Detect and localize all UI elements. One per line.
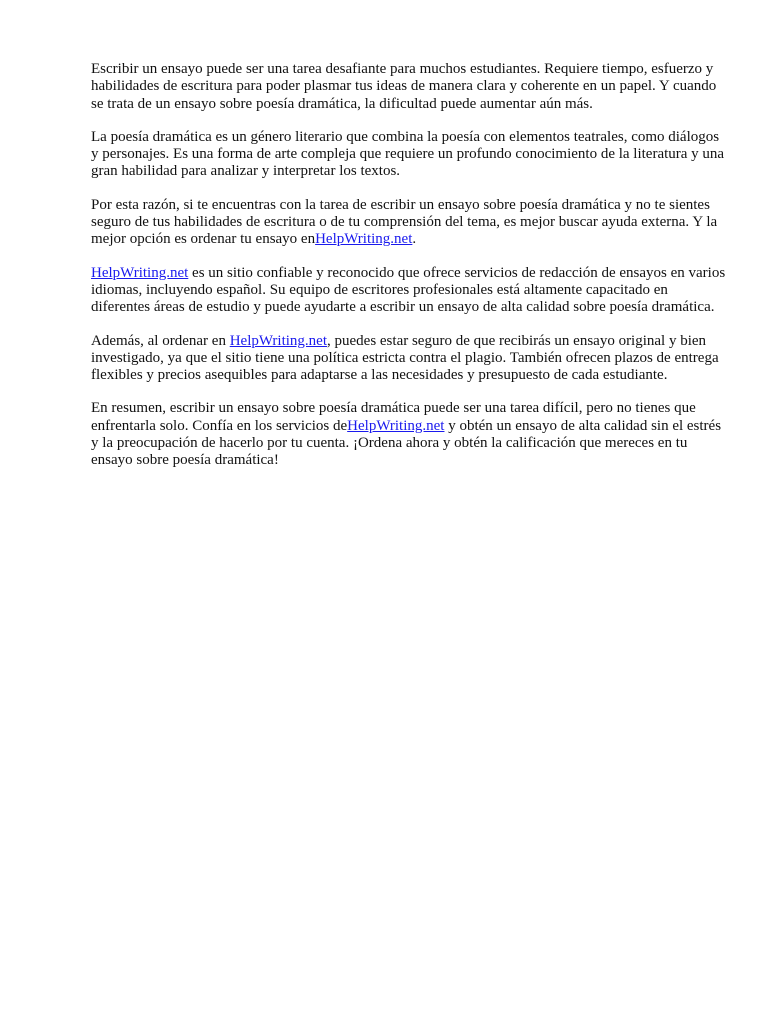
paragraph-recommendation <box>91 197 727 249</box>
paragraph-site-description <box>91 265 727 317</box>
paragraph-text: Escribir un ensayo puede ser una tarea desafiante para muchos estudiantes. Requiere tiempo, esfuerzo y habilidades de escritura para poder plasmar tus ideas de manera clara y coherente en un papel. Y cuando se trata de un ensayo sobre poesía dramática, la dificultad puede aumentar aún más. <box>91 61 717 112</box>
helpwriting-link[interactable]: HelpWriting.net <box>229 332 327 349</box>
paragraph-conclusion <box>91 400 727 469</box>
paragraph-text: , puedes estar seguro de que recibirás un ensayo original y bien investigado, ya que el sitio tiene una política estricta contra el plagio. También ofrecen plazos de entrega flexibles y precios asequibles para adaptarse a las necesidades y presupuesto de cada estudiante. <box>91 332 719 384</box>
document-body <box>91 61 727 486</box>
helpwriting-link[interactable]: HelpWriting.net <box>315 231 413 248</box>
paragraph-text: . <box>412 231 417 248</box>
paragraph-intro <box>91 61 727 113</box>
paragraph-text: En resumen, escribir un ensayo sobre poesía dramática puede ser una tarea difícil, pero no tienes que enfrentarla solo. Confía en los servicios de <box>91 400 696 434</box>
paragraph-text: Por esta razón, si te encuentras con la tarea de escribir un ensayo sobre poesía dramática y no te sientes seguro de tus habilidades de escritura o de tu comprensión del tema, es mejor buscar ayuda externa. Y la mejor opción es ordenar tu ensayo en <box>91 196 718 248</box>
paragraph-text: Además, al ordenar en <box>91 332 230 349</box>
paragraph-text: y obtén un ensayo de alta calidad sin el estrés y la preocupación de hacerlo por tu cuenta. ¡Ordena ahora y obtén la calificación que mereces en tu ensayo sobre poesía dramática! <box>91 417 722 469</box>
paragraph-text: es un sitio confiable y reconocido que ofrece servicios de redacción de ensayos en varios idiomas, incluyendo español. Su equipo de escritores profesionales está altamente capacitado en diferentes áreas de estudio y puede ayudarte a escribir un ensayo de alta calidad sobre poesía dramática. <box>91 264 726 316</box>
paragraph-text: La poesía dramática es un género literario que combina la poesía con elementos teatrales, como diálogos y personajes. Es una forma de arte compleja que requiere un profundo conocimiento de la literatura y una gran habilidad para analizar y interpretar los textos. <box>91 128 725 180</box>
paragraph-definition <box>91 129 727 181</box>
helpwriting-link[interactable]: HelpWriting.net <box>91 264 189 281</box>
paragraph-benefits <box>91 333 727 385</box>
helpwriting-link[interactable]: HelpWriting.net <box>347 417 445 434</box>
